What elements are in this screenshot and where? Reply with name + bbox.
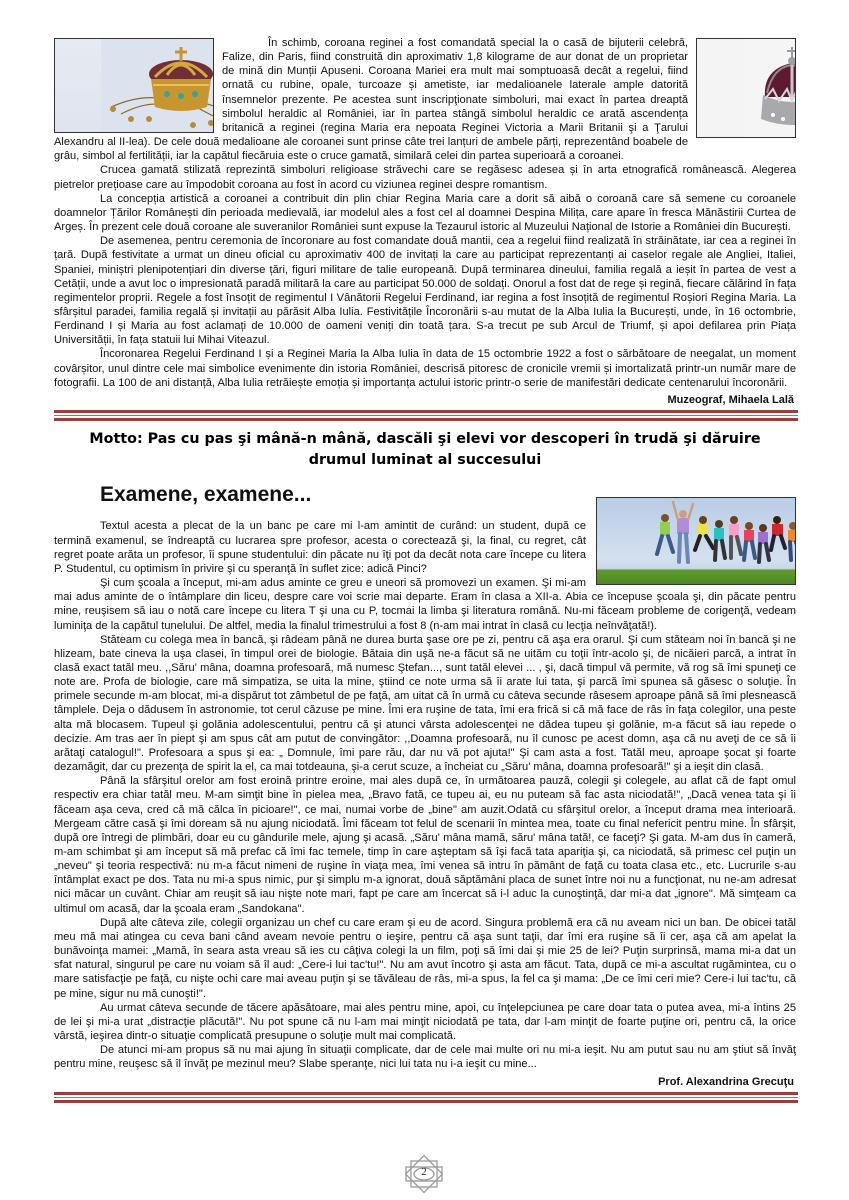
paragraph-text: În schimb, coroana reginei a fost comandată special la o casă de bijuterii celebră, Falize, din Paris, fiind construită din aproximativ 1,8 kilograme de aur donat de un proprietar de mină din Munții Apuseni. Coroana Mariei era mult mai somptuoasă decât a regelui, fiind ornată cu rubine, opale, turcoaze și ametiste, iar medalioanele laterale ample datorită însemnelor prezente. Pe acestea sunt inscripţionate simboluri, mai exact în partea dreaptă simbolul heraldic al României, iar în partea stângă simbolul heraldic ce arată ascendența britanică a reginei (regina Maria era nepoata Reginei Victoria a Marii Britanii şi a Ţarului Alexandru al II-lea). De cele două medalioane ale coroanei sunt prinse câte trei lanțuri de ambele părți, reprezentând boabele de grâu, simbol al fertilității, iar la capătul fiecăruia este o cruce gamată, similară celei din partea superioară a coroanei. [54, 37, 688, 163]
author-signature: Prof. Alexandrina Grecuţu [658, 1075, 794, 1088]
paragraph-text: Textul acesta a plecat de la un banc pe care mi l-am amintit de curând: un student, după ce termină examenul, se îndreaptă cu lucrarea spre profesor, acesta o corectează şi, la final, cu regret, cât regret poate arăta un profesor, îi spune studentului: din păcate nu îţi pot da decât nota care începe cu litera P. Studentul, cu optimism în privire şi cu speranţă în suflet zice: adică Pinci? [54, 520, 586, 575]
article-paragraph: De atunci mi-am propus să nu mai ajung în situaţii complicate, dar de cele mai multe ori nu mi-a ieşit. Nu am putut sau nu am ştiut să învăţ pentru mine, reuşesc să îl învăţ pe mezinul meu? Slabe speranţe, nici lui tata nu i-a ieşit cu mine... [54, 1044, 796, 1071]
article-exams [54, 483, 796, 1087]
article-paragraph [54, 519, 796, 576]
article-paragraph: După alte câteva zile, colegii organizau un chef cu care eram şi eu de acord. Singura problemă era că nu aveam nici un ban. De obicei tatăl meu mă mai atingea cu ceva bani când aveam nevoie pentru o ieşire, pentru că aşa sunt taţii, dar îmi era ruşine să îi cer, aşa că am apelat la bunăvoinţa mamei: „Mamă, în seara asta vreau să ies cu câţiva colegi la un film, poţi să îmi dai şi mie 25 de lei? Puţin surprinsă, mama mi-a dat un sfat natural, singurul pe care nu voiam să îl aud: „Cere-i lui tac'tu!". Nu am avut încotro şi asta am făcut. Tata, după ce mi-a ascultat rugămintea, cu o mare satisfacţie pe faţă, cu nişte ochi care mai aveau puţin şi se tăvăleau de râs, mi-a spus, la fel ca şi mama: „De ce îmi ceri mie? Cere-i lui tac'tu, că pe mine, sigur nu mă cunoşti!". [54, 916, 796, 1000]
page [54, 36, 796, 1105]
article-paragraph: La concepția artistică a coroanei a contribuit din plin chiar Regina Maria care a dorit să aibă o coroană care să semene cu coroanele doamnelor Țărilor Românești din perioada medievală, iar modelul ales a fost cel al doamnei Despina Milița, care apare în fresca Mănăstirii Curtea de Argeș. În prezent cele două coroane ale suveranilor României sunt expuse la Tezaurul istoric al Muzeului Național de Istorie a României din București. [54, 192, 796, 234]
queen-crown-image [696, 38, 796, 138]
article-paragraph: Crucea gamată stilizată reprezintă simboluri religioase străvechi care se regăsesc adesea și în arta etnografică românească. Alegerea pietrelor prețioase care au împodobit coroana au fost în acord cu viziunea reginei despre romantism. [54, 164, 796, 191]
author-signature: Muzeograf, Mihaela Lală [667, 393, 794, 406]
article-paragraph: Au urmat câteva secunde de tăcere apăsătoare, mai ales pentru mine, apoi, cu înţelepciunea pe care doar tata o putea avea, mi-a întins 25 de lei şi mi-a urat „distracţie plăcută!". Nu pot spune că nu l-am mai minţit niciodată pe tata, dar l-am minţit de foarte puţine ori, pentru că, la orice vârstă, ieşirea dintr-o situaţie complicată presupune o soluţie mult mai complicată. [54, 1001, 796, 1043]
crown-silver-icon [743, 39, 796, 137]
article-paragraph: Până la sfârşitul orelor am fost eroină printre eroine, mai ales după ce, în următoarea pauză, colegii şi colegele, au aflat că de fapt omul respectiv era chiar tatăl meu. M-am simţit bine în pielea mea, „Bravo fată, ce tupeu ai, eu nu puteam să fac asta niciodată!", „Dacă venea tata şi îi făceam aşa ceva, cred că mă călca în picioare!", ce mai, numai vorbe de „bine" am auzit.Odată cu sfârşitul orelor, a început drama mea interioară. Mergeam către casă şi îmi doream să nu ajung niciodată. Îmi făceam tot felul de scenarii în mintea mea, toate cu final nefericit pentru mine. În sfârşit, după ore întregi de plimbări, doar eu cu gândurile mele, ajung şi acasă. „Săru' mâna mamă, săru' mâna tată!, ce faceţi? Şi gata. M-am dus în cameră, m-am schimbat şi am început să mă prefac că îmi fac temele, timp în care aşteptam să îşi facă tata apariţia şi, ca niciodată, să primesc cel puţin un „neveu" şi teoria respectivă: nu m-a făcut nimeni de ruşine în viaţa mea, îmi venea să intru în pământ de faţă cu toata clasa etc., etc. Lucrurile s-au întâmplat exact pe dos. Tata nu mi-a spus nimic, pur şi simplu m-a ignorat, două săptămâni placa de sunet între noi nu a funcţionat, nu ne-am adresat nici măcar un cuvânt. Chiar am reuşit să iau nişte note mari, fapt pe care am încercat să i-l aduc la cunoştinţă, dar mi-a dat „ignore". Mă simţeam ca ultimul om acasă, dar la şcoala eram „Sandokana". [54, 775, 796, 915]
page-number-ornament [402, 1155, 446, 1193]
bottom-divider [54, 1092, 798, 1104]
page-number: 2 [421, 1166, 427, 1178]
article-paragraph: Încoronarea Regelui Ferdinand I și a Reginei Maria la Alba Iulia în data de 15 octombrie 1922 a fost o sărbătoare de neegalat, un moment covârșitor, unul dintre cele mai simbolice evenimente din istoria României, descrisă pitoresc de cronicile vremii și imortalizată printr-un număr mare de fotografii. La 100 de ani distanță, Alba Iulia retrăiește emoția și importanța actului istoric printr-o serie de manifestări dedicate centenarului încoronării. [54, 348, 796, 389]
jumping-people-icon [643, 498, 796, 584]
crown-gold-icon [101, 39, 214, 132]
article-paragraph: Şi cum şcoala a început, mi-am adus aminte ce greu e uneori să promovezi un examen. Şi mi-am mai adus aminte de o întâmplare din liceu, despre care voi scrie mai departe. Eram în clasa a XII-a. Abia ce începuse şcoala şi, din păcate pentru mine, reuşisem să iau o notă care începe cu litera T şi una cu P, tocmai la limba şi literatura română. Nu-mi făceam probleme de corigenţă, vedeam luminiţa de la capătul tunelului. De altfel, media la finalul trimestrului a fost 8 (n-am mai intrat în clasă cu lecţia neînvăţată!). [54, 577, 796, 632]
article-paragraph: Stăteam cu colega mea în bancă, şi râdeam până ne durea burta şase ore pe zi, pentru că aşa era orarul. Şi cum stăteam noi în bancă şi ne hlizeam, bate cineva la uşa clasei, în timpul orei de biologie. Bătaia din uşă ne-a făcut să ne uităm cu toţii într-acolo şi, de nicăieri parcă, a intrat în clasă exact tatăl meu. ,,Săru' mâna, doamna profesoară, mă numesc Ştefan..., sunt tatăl elevei ... , şi, dacă timpul vă permite, vă rog să îmi spuneţi ce note are. Profa de biologie, care mă simpatiza, se uita la mine, ştiind ce note urma să îi arate lui tata, şi parcă îmi spunea să găsesc o soluţie. În primele secunde m-am blocat, mi-a dispărut tot zâmbetul de pe faţă, am uitat că în urmă cu câteva secunde râsesem aproape până să îmi plesnească tâmplele. Deja o dădusem în astronomie, tot cerul căzuse pe mine. Îmi era ruşine de tata, îmi era frică si că mă face de râs în faţa colegilor, una peste alta mă blocasem. Tupeul şi golănia adolescentului, pentru că şi atunci vârsta adolescenţei ne dădea tupeu şi golănie, m-a făcut să iau repede o decizie. Am tras aer în piept şi am spus cât am putut de convingător: ,,Doamna profesoară, nu îl cunosc pe acest domn, aşa că nu aveţi de ce să îi arătaţi catalogul!". Profesoara a spus şi ea: „ Domnule, îmi pare rău, dar nu vă pot ajuta!" Şi cam asta a fost. Tatăl meu, aproape şocat şi foarte dezamăgit, dar cu prezenţa de spirit la el, ca mai totdeauna, şi-a cerut scuze, a încheiat cu „Săru' mâna, doamna profesoară!" şi a ieşit din clasă. [54, 633, 796, 774]
section-divider [54, 410, 798, 422]
article-paragraph: De asemenea, pentru ceremonia de încoronare au fost comandate două mantii, cea a regelui fiind realizată în străinătate, iar cea a reginei în țară. După festivitate a urmat un dineu oficial cu aproximativ 400 de invitați la care au participat reprezentanți ai caselor regale ale Angliei, Italiei, Spaniei, miniștri plenipotențiari din diverse țări, figuri militare de talie europeană. După terminarea dineului, familia regală a ieșit în partea de vest a Cetății, unde a avut loc o impresionată paradă militară la care au participat 50.000 de soldați. Onorul a fost dat de rege și regină, fiecare călărind în fața regimentelor proprii. Regele a fost însoțit de regimentul I Vânătorii Regelui Ferdinand, iar regina a fost însoțită de regimentul Roșiori Regina Maria. La sfârșitul paradei, familia regală și invitații au părăsit Alba Iulia. Festivitățile Încoronării s-au mutat de la Alba Iulia la București, unde, în 16 octombrie, Ferdinand I și Maria au fost aclamați de 10.000 de oameni veniți din toată țara. S-a trecut pe sub Arcul de Triumf, și apoi defilarea prin Piața Universității, în fața statuii lui Mihai Viteazul. [54, 235, 796, 347]
article-crowns [54, 36, 796, 406]
king-crown-image [54, 38, 214, 133]
students-jumping-image [596, 497, 796, 585]
motto-heading: Motto: Pas cu pas şi mână-n mână, dascăli şi elevi vor descoperi în trudă şi dăruire drumul luminat al succesului [89, 431, 761, 469]
article-paragraph [54, 36, 796, 163]
article-title: Examene, examene... [100, 483, 312, 507]
